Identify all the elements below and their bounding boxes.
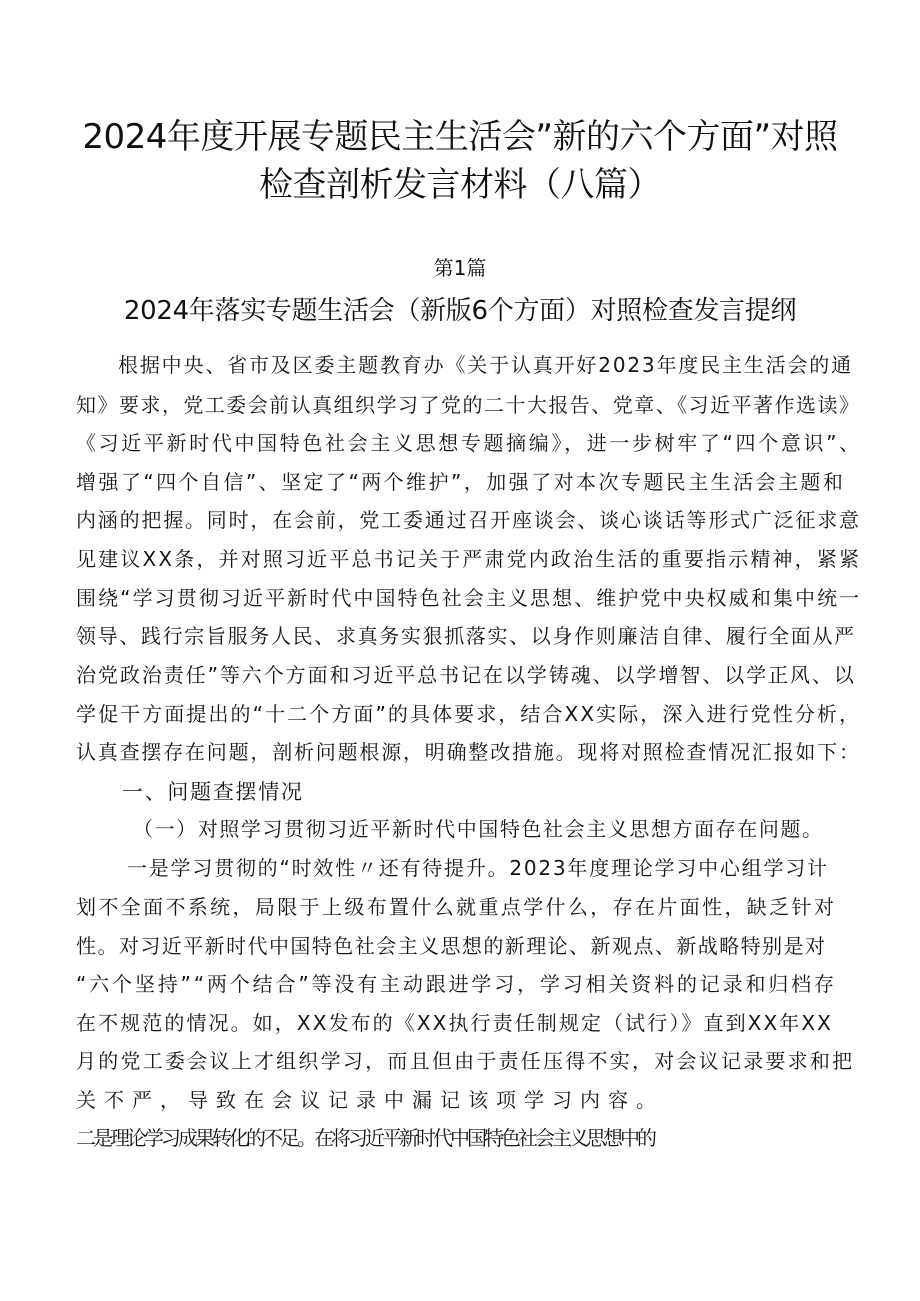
document-title-line-1: 2024年度开展专题民主生活会”新的六个方面”对照: [82, 117, 838, 157]
body-line: 关不严，导致在会议记录中漏记该项学习内容。: [76, 1088, 664, 1112]
body-line: 在不规范的情况。如，XX发布的《XX执行责任制规定（试行）》直到XX年XX: [76, 1011, 833, 1035]
body-line: “六个坚持”“两个结合”等没有主动跟进学习，学习相关资料的记录和归档存: [76, 972, 837, 996]
body-line: 知》要求，党工委会前认真组织学习了党的二十大报告、党章、《习近平著作选读》: [76, 393, 861, 417]
body-line: 见建议XX条，并对照习近平总书记关于严肃党内政治生活的重要指示精神，紧紧: [76, 547, 862, 571]
section-heading: 一、问题查摆情况: [122, 780, 304, 804]
body-line: 划不全面不系统，局限于上级布置什么就重点学什么，存在片面性，缺乏针对: [76, 895, 837, 919]
section-subtitle: 2024年落实专题生活会（新版6个方面）对照检查发言提纲: [123, 296, 797, 326]
body-line: （一）对照学习贯彻习近平新时代中国特色社会主义思想方面存在问题。: [133, 817, 824, 841]
part-label: 第1篇: [433, 256, 487, 280]
body-line: 内涵的把握。同时，在会前，党工委通过召开座谈会、谈心谈话等形式广泛征求意: [76, 508, 861, 532]
body-line: 《习近平新时代中国特色社会主义思想专题摘编》，进一步树牢了“四个意识”、: [76, 431, 862, 455]
body-line: 月的党工委会议上才组织学习，而且但由于责任压得不实，对会议记录要求和把: [76, 1049, 855, 1073]
body-line: 增强了“四个自信”、坚定了“两个维护”，加强了对本次专题民主生活会主题和: [76, 470, 846, 494]
body-line: 一是学习贯彻的“时效性〃还有待提升。2023年度理论学习中心组学习计: [127, 856, 829, 880]
body-line: 二是理论学习成果转化的不足。在将习近平新时代中国特色社会主义思想中的: [76, 1126, 654, 1150]
body-line: 学促干方面提出的“十二个方面”的具体要求，结合XX实际，深入进行党性分析，: [76, 702, 862, 726]
body-line: 领导、践行宗旨服务人民、求真务实狠抓落实、以身作则廉洁自律、履行全面从严: [76, 624, 856, 648]
body-line: 治党政治责任”等六个方面和习近平总书记在以学铸魂、以学增智、以学正风、以: [76, 663, 856, 687]
body-line: 围绕“学习贯彻习近平新时代中国特色社会主义思想、维护党中央权威和集中统一: [76, 586, 862, 610]
body-line: 认真查摆存在问题，剖析问题根源，明确整改措施。现将对照检查情况汇报如下：: [76, 740, 861, 764]
document-title-line-2: 检查剖析发言材料（八篇）: [259, 165, 661, 205]
body-line: 性。对习近平新时代中国特色社会主义思想的新理论、新观点、新战略特别是对: [76, 934, 827, 958]
body-line: 根据中央、省市及区委主题教育办《关于认真开好2023年度民主生活会的通: [118, 353, 853, 377]
